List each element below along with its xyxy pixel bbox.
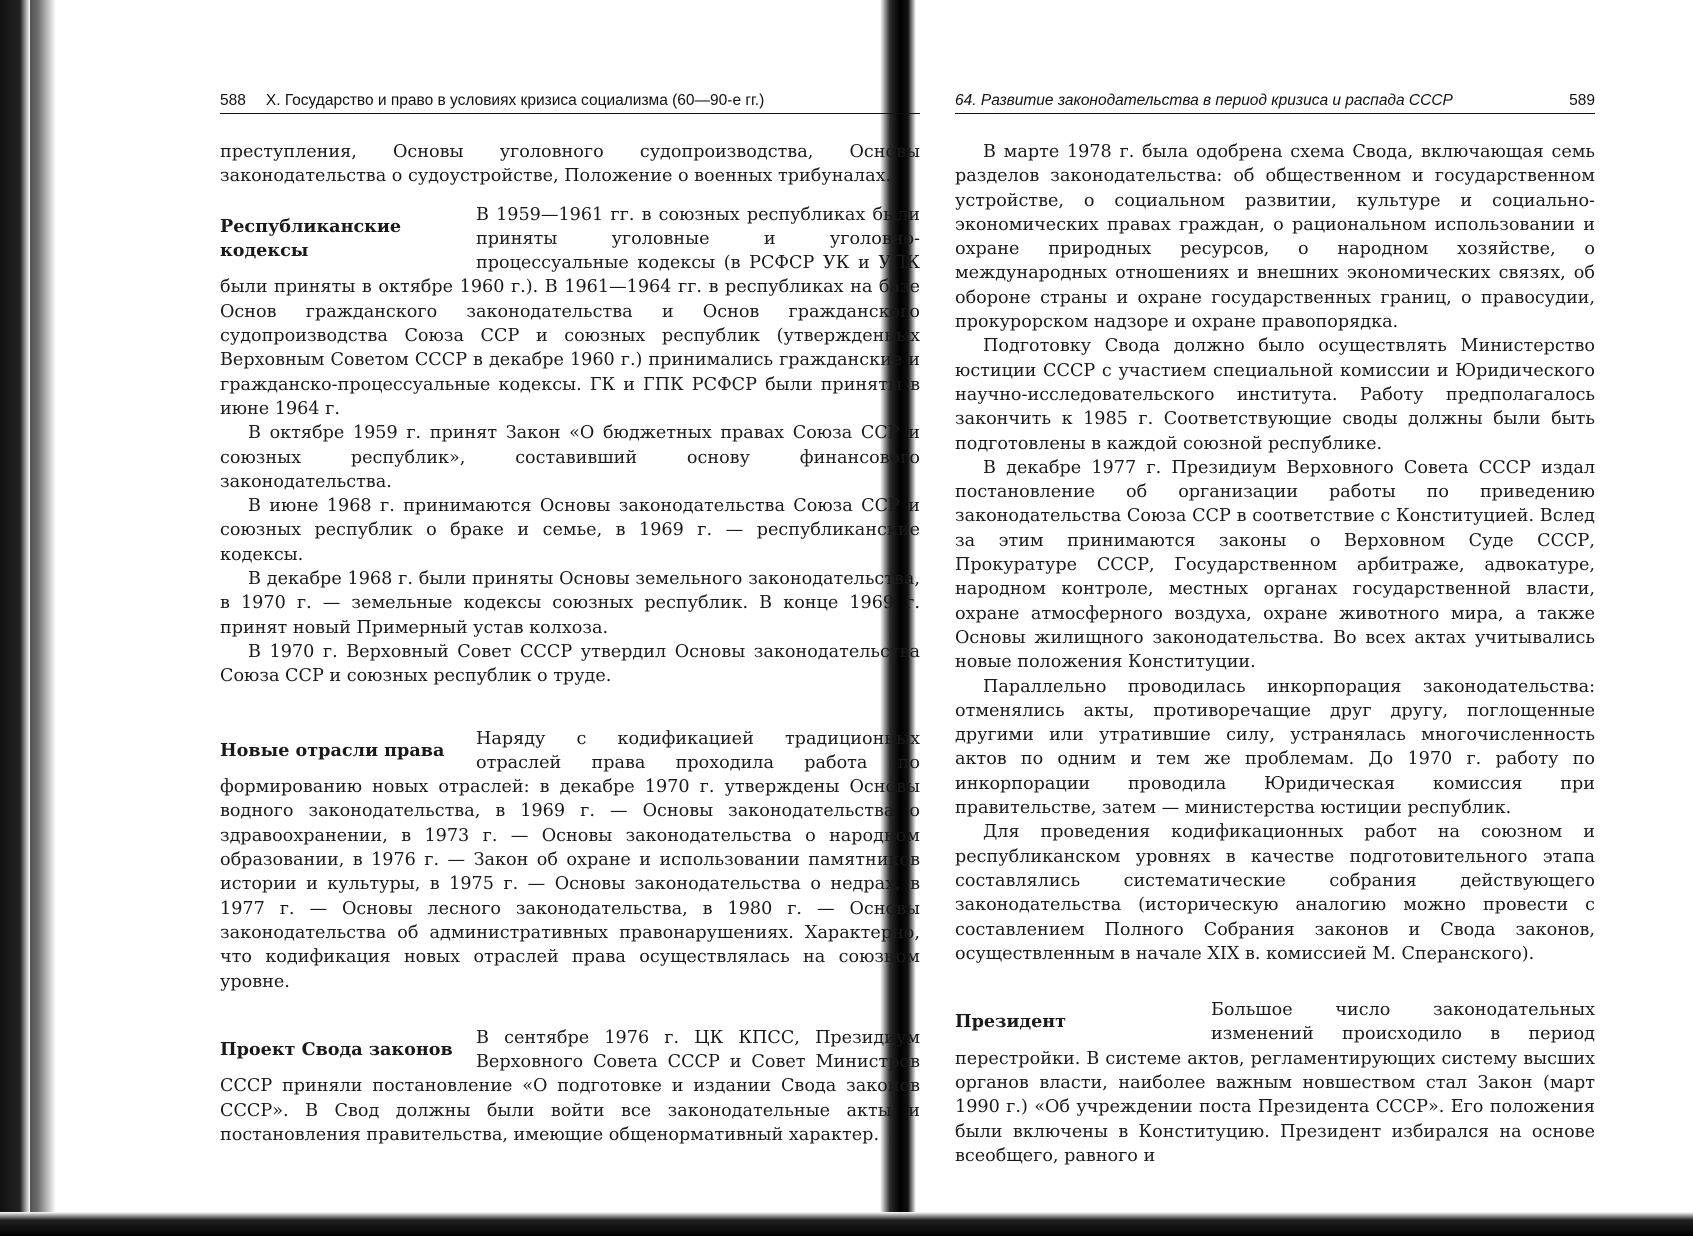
right-running-title: 64. Развитие законодательства в период кризиса и распада СССР: [955, 92, 1453, 109]
right-paragraph: В марте 1978 г. была одобрена схема Свода, включающая семь разделов законодательства: об общественном и государственном устройстве, о социальном развитии, культуре и социально-экономических правах граждан, о рациональном использовании и охране природных ресурсов, о народном хозяйстве, о международных отношениях и внешних экономических связях, об обороне страны и охране государственных границ, о правосудии, прокурорском надзоре и охране правопорядка.: [955, 142, 1595, 333]
section-paragraph: В сентябре 1976 г. ЦК КПСС, Президиум Верховного Совета СССР и Совет Министров СССР приняли постановление «О подготовке и издании Свода законов СССР». В Свод должны были войти все законодательные акты и постановления правительства, имеющие общенормативный характер.: [220, 1027, 920, 1145]
section-paragraph: Наряду с кодификацией традиционных отраслей права проходила работа по формированию новых отраслей: в декабре 1970 г. утверждены Основы водного законодательства, в 1969 г. — Основы законодательства о здравоохранении, в 1973 г. — Основы законодательства о народном образовании, в 1976 г. — Закон об охране и использовании памятников истории и культуры, в 1975 г. — Основы законодательства о недрах, в 1977 г. — Основы лесного законодательства, в 1980 г. — Основы законодательства об административных правонарушениях. Характерно, что кодификация новых отраслей права осуществлялась на союзном уровне.: [220, 728, 920, 992]
right-paragraph: Для проведения кодификационных работ на союзном и республиканском уровнях в качестве подготовительного этапа составлялись систематические собрания действующего законодательства (историческую аналогию можно провести с составлением Полного Собрания законов и Свода законов, осуществленным в начале XIX в. комиссией М. Сперанского).: [955, 822, 1595, 964]
left-paragraph: В июне 1968 г. принимаются Основы законодательства Союза ССР и союзных республик о браке и семье, в 1969 г. — республиканские кодексы.: [220, 496, 920, 565]
section-heading-republican-codes: Республиканские кодексы: [220, 215, 402, 261]
section-paragraph: В 1959—1961 гг. в союзных республиках были приняты уголовные и уголовно-процессуальные кодексы (в РСФСР УК и УПК были приняты в октябре 1960 г.). В 1961—1964 гг. в республиках на базе Основ гражданского законодательства и Основ гражданского судопроизводства Союза ССР и союзных республик (утвержденных Верховным Советом СССР в декабре 1960 г.) принимались гражданские и гражданско-процессуальные кодексы. ГК и ГПК РСФСР были приняты в июне 1964 г.: [220, 204, 920, 419]
section-code-project: [220, 1026, 920, 1147]
right-paragraph: Параллельно проводилась инкорпорация законодательства: отменялись акты, противоречащие друг другу, поглощенные другими или утратившие силу, устранялась многочисленность актов по одним и тем же проблемам. До 1970 г. работу по инкорпорации проводила Юридическая комиссия при правительстве, затем — министерства юстиции республик.: [955, 676, 1595, 819]
section-heading-new-branches: Новые отрасли права: [220, 739, 445, 761]
section-paragraph: Большое число законодательных изменений происходило в период перестройки. В системе актов, регламентирующих систему высших органов власти, наиболее важным новшеством стал Закон (март 1990 г.) «Об учреждении поста Президента СССР». Его положения были включены в Конституцию. Президент избирался на основе всеобщего, равного и: [955, 1000, 1595, 1166]
left-paragraph: В декабре 1968 г. были приняты Основы земельного законодательства, в 1970 г. — земельные кодексы союзных республик. В конце 1969 г. принят новый Примерный устав колхоза.: [220, 569, 920, 638]
left-page-number: 588: [220, 92, 246, 109]
right-page: [925, 0, 1690, 1236]
left-paragraph: В октябре 1959 г. принят Закон «О бюджетных правах Союза ССР и союзных республик», составивший основу финансового законодательства.: [220, 423, 920, 492]
section-heading-president: Президент: [955, 1011, 1067, 1033]
section-president: [955, 998, 1595, 1168]
left-body: [220, 140, 920, 1147]
section-republican-codes: [220, 203, 920, 422]
scan-shadow-left: [0, 0, 30, 1236]
right-page-number: 589: [1569, 92, 1595, 109]
right-paragraph: В декабре 1977 г. Президиум Верховного Совета СССР издал постановление об организации работы по приведению законодательства Союза ССР в соответствие с Конституцией. Вслед за этим принимаются законы о Верховном Суде СССР, Прокуратуре СССР, Государственном арбитраже, адвокатуре, народном контроле, местных органах государственной власти, охране атмосферного воздуха, охране животного мира, а также Основы жилищного законодательства. Во всех актах учитывались новые положения Конституции.: [955, 457, 1595, 673]
right-paragraph: Подготовку Свода должно было осуществлять Министерство юстиции СССР с участием специальной комиссии и Юридического научно-исследовательского института. Работу предполагалось закончить к 1985 г. Соответствующие своды должны были быть подготовлены в каждой союзной республике.: [955, 336, 1595, 454]
left-running-head: [220, 88, 920, 114]
section-new-branches: [220, 727, 920, 994]
right-body: [955, 140, 1595, 1168]
left-paragraph-0: преступления, Основы уголовного судопроизводства, Основы законодательства о судоустройстве, Положение о военных трибуналах.: [220, 142, 920, 187]
left-page: [60, 0, 920, 1236]
right-running-head: [955, 88, 1595, 114]
scan-shadow-left-inner: [30, 0, 56, 1236]
left-paragraph: В 1970 г. Верховный Совет СССР утвердил Основы законодательства Союза ССР и союзных республик о труде.: [220, 641, 920, 687]
left-running-title: Х. Государство и право в условиях кризиса социализма (60—90-е гг.): [265, 92, 765, 109]
section-heading-code-project: Проект Свода законов: [220, 1038, 453, 1060]
